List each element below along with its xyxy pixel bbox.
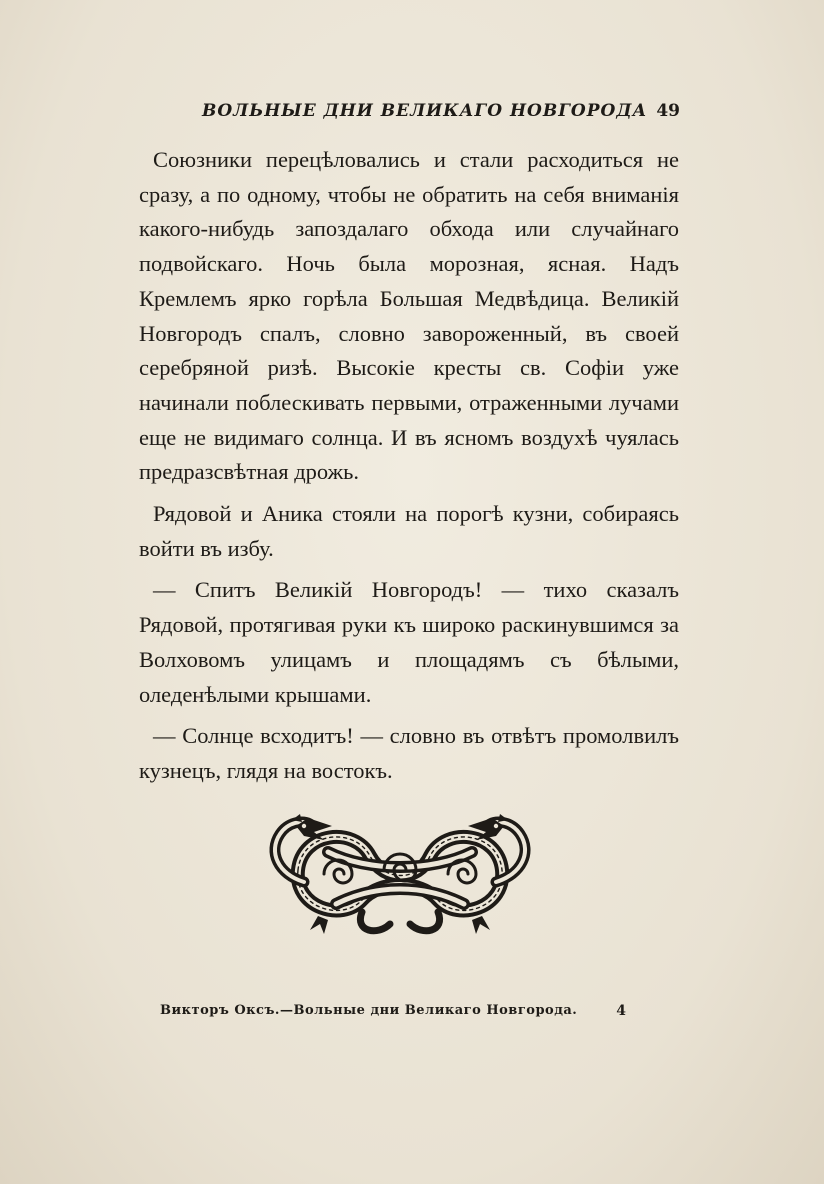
- paragraph-1: Союзники перецѣловались и стали расходиться не сразу, а по одному, чтобы не обратить на себя вниманія какого-нибудь запоздалаго обхода или случайнаго подвойскаго. Ночь была морозная, ясная. Надъ Кремлемъ ярко горѣла Большая Медвѣдица. Великій Новгородъ спалъ, словно завороженный, въ своей серебряной ризѣ. Высокіе кресты св. Софіи уже начинали поблескивать первыми, отраженными лучами еще не видимаго солнца. И въ ясномъ воздухѣ чуялась предразсвѣтная дрожь.: [139, 147, 679, 485]
- paragraph-4: — Солнце всходитъ! — словно въ отвѣтъ промолвилъ кузнецъ, глядя на востокъ.: [139, 723, 679, 783]
- paragraph-2: Рядовой и Аника стояли на порогѣ кузни, собираясь войти въ избу.: [139, 501, 679, 561]
- body-text: [139, 143, 679, 789]
- running-head: [150, 101, 680, 125]
- signature-line: [160, 1003, 630, 1023]
- sheet-number: 4: [616, 1003, 626, 1019]
- interlace-dragons-icon: [258, 812, 542, 940]
- page-number: 49: [656, 101, 680, 121]
- printer-signature: Викторъ Оксъ.—Вольные дни Великаго Новгорода.: [160, 1003, 578, 1018]
- running-title: ВОЛЬНЫЕ ДНИ ВЕЛИКАГО НОВГОРОДА: [202, 101, 648, 121]
- paragraph-3: — Спитъ Великій Новгородъ! — тихо сказалъ Рядовой, протягивая руки къ широко раскинувшимся за Волховомъ улицамъ и площадямъ съ бѣлыми, оледенѣлыми крышами.: [139, 577, 679, 707]
